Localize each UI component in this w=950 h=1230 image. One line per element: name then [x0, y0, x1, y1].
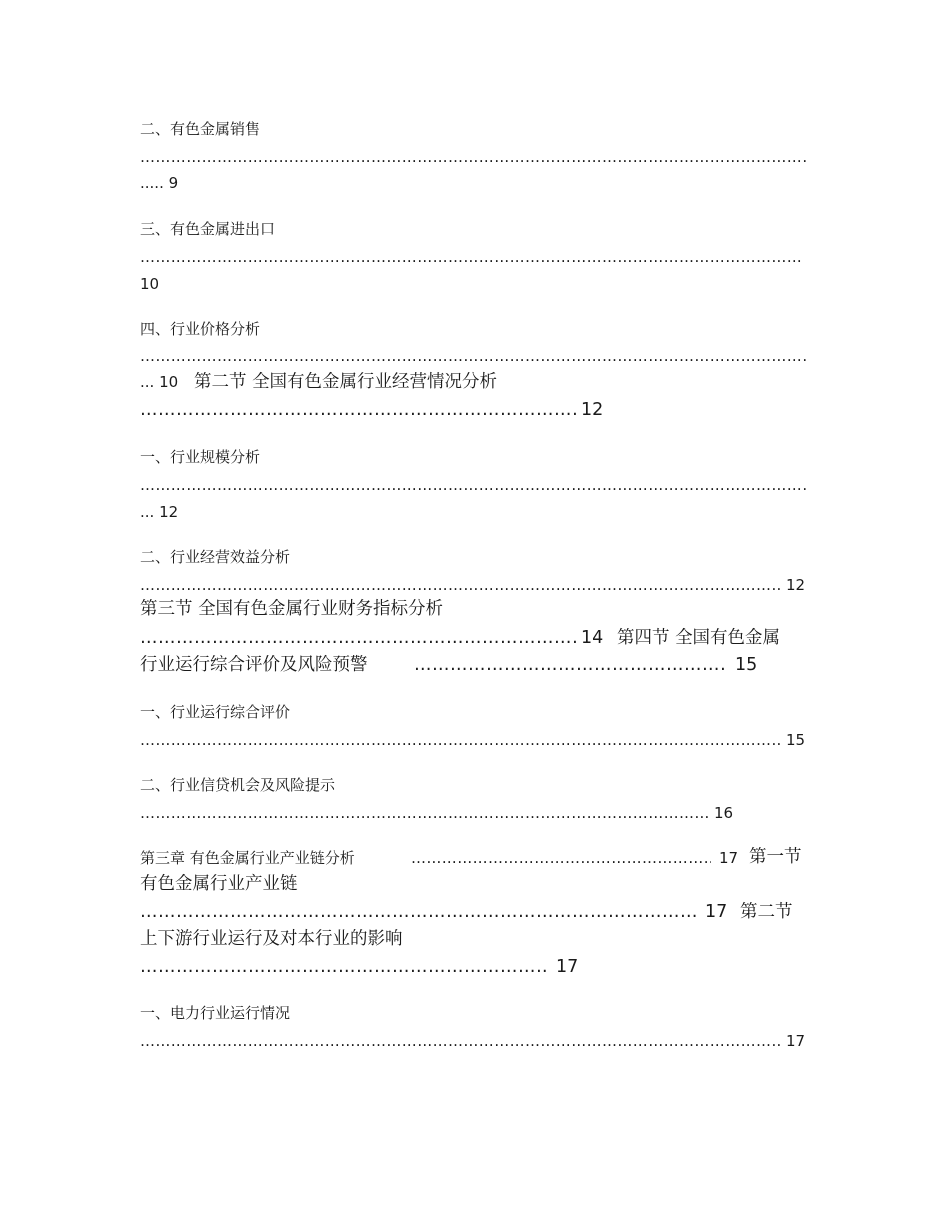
toc-entry-trade-title: 三、有色金属进出口: [140, 220, 276, 238]
toc-entry-ch3-section1-title-a: 第一节: [749, 847, 802, 867]
toc-entry-price-title: 四、行业价格分析: [140, 320, 261, 338]
toc-entry-power-page: 17: [786, 1032, 806, 1050]
toc-entry-trade-page: 10: [140, 275, 160, 293]
toc-entry-eval-title: 一、行业运行综合评价: [140, 703, 291, 721]
toc-entry-ch3-section2-title-b: 上下游行业运行及对本行业的影响: [140, 929, 403, 949]
toc-entry-ch3-section2-title-a: 第二节: [740, 902, 793, 922]
toc-leader-dots: [140, 1034, 780, 1049]
toc-entry-ch3-section2-page: 17: [556, 957, 579, 977]
toc-entry-ch3-section1-page: 17: [705, 902, 728, 922]
toc-leader-dots: [140, 150, 808, 165]
toc-entry-scale-page: ... 12: [140, 503, 179, 521]
toc-leader-dots: [140, 630, 576, 648]
toc-entry-chapter3-title: 第三章 有色金属行业产业链分析: [140, 849, 355, 867]
toc-leader-dots: [140, 806, 708, 821]
toc-leader-dots: [140, 349, 808, 364]
toc-entry-credit-title: 二、行业信贷机会及风险提示: [140, 776, 336, 794]
toc-entry-sales-title: 二、有色金属销售: [140, 120, 261, 138]
toc-entry-section2-title: 第二节 全国有色金属行业经营情况分析: [194, 372, 498, 392]
toc-leader-dots: [140, 578, 780, 593]
toc-entry-power-title: 一、电力行业运行情况: [140, 1004, 291, 1022]
toc-entry-chapter3-page: 17: [719, 849, 739, 867]
toc-entry-eval-page: 15: [786, 731, 806, 749]
toc-entry-section4-title-a: 第四节 全国有色金属: [617, 628, 781, 648]
toc-entry-benefit-title: 二、行业经营效益分析: [140, 548, 291, 566]
toc-entry-section2-page: 12: [581, 400, 604, 420]
toc-leader-dots: [140, 402, 576, 420]
toc-entry-credit-page: 16: [714, 804, 734, 822]
toc-leader-dots: [411, 851, 711, 866]
toc-entry-section3-page: 14: [581, 628, 604, 648]
toc-leader-dots: [140, 478, 808, 493]
toc-entry-section4-page: 15: [735, 655, 758, 675]
toc-entry-benefit-page: 12: [786, 576, 806, 594]
toc-leader-dots: [140, 250, 802, 265]
toc-entry-section3-title: 第三节 全国有色金属行业财务指标分析: [140, 599, 444, 619]
toc-leader-dots: [140, 904, 698, 922]
toc-entry-ch3-section1-title-b: 有色金属行业产业链: [140, 874, 298, 894]
toc-leader-dots: [140, 959, 548, 977]
toc-leader-dots: [140, 733, 780, 748]
toc-entry-sales-page: ..... 9: [140, 174, 179, 192]
toc-leader-dots: [414, 657, 726, 675]
toc-entry-section4-title-b: 行业运行综合评价及风险预警: [140, 655, 368, 675]
toc-entry-price-page: ... 10: [140, 373, 179, 391]
toc-entry-scale-title: 一、行业规模分析: [140, 448, 261, 466]
